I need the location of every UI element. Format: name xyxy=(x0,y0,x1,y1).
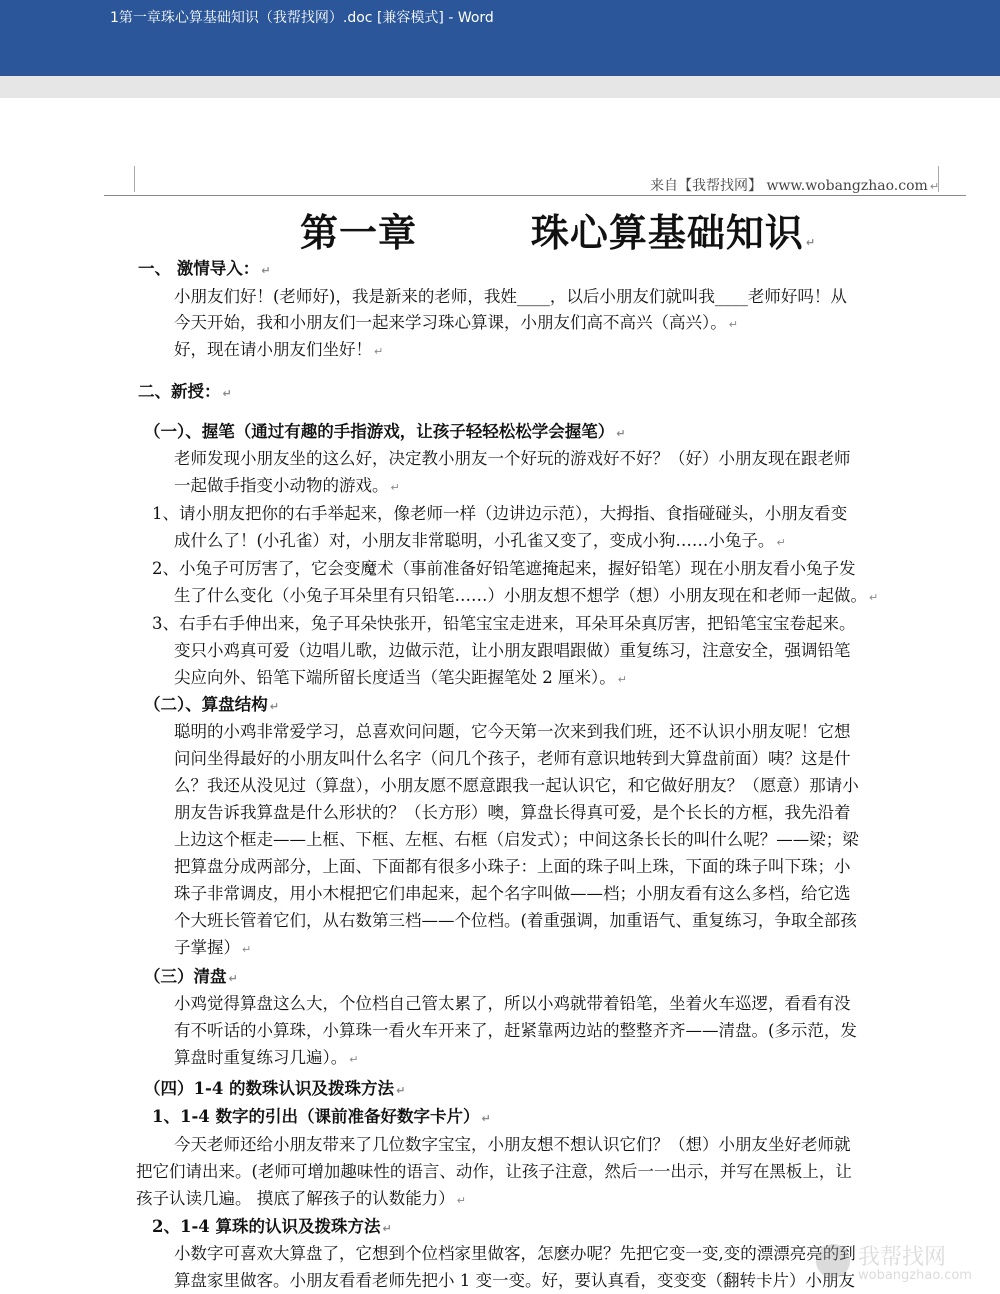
paragraph-line: 把算盘分成两部分，上面、下面都有很多小珠子：上面的珠子叫上珠，下面的珠子叫下珠；小 xyxy=(174,857,851,876)
ribbon-strip xyxy=(0,76,1000,98)
paragraph-line: 成什么了！(小孔雀）对，小朋友非常聪明，小孔雀又变了，变成小狗……小兔子。 ↵ xyxy=(174,531,786,550)
paragraph-line: 变只小鸡真可爱（边唱儿歌，边做示范，让小朋友跟唱跟做）重复练习，注意安全，强调铅笔 xyxy=(174,641,851,660)
paragraph-line: 今天老师还给小朋友带来了几位数字宝宝，小朋友想不想认识它们？（想）小朋友坐好老师就 xyxy=(174,1135,851,1154)
heading-intro: 一、 激情导入： ↵ xyxy=(138,259,271,278)
section-heading: （一）、握笔（通过有趣的手指游戏，让孩子轻轻松松学会握笔） ↵ xyxy=(144,422,626,441)
paragraph-line: 上边这个框走——上框、下框、左框、右框（启发式）；中间这条长长的叫什么呢？——梁；梁 xyxy=(174,830,859,849)
list-item: 1、请小朋友把你的右手举起来，像老师一样（边讲边示范），大拇指、食指碰碰头，小朋友看变 xyxy=(152,504,848,523)
section-heading: （四）1-4 的数珠认识及拨珠方法 ↵ xyxy=(144,1079,406,1098)
paragraph-line: 个大班长管着它们，从右数第三档——个位档。(着重强调，加重语气、重复练习，争取全部孩 xyxy=(174,911,857,930)
title-bar xyxy=(0,0,1000,76)
paragraph-line: 算盘时重复练习几遍）。 ↵ xyxy=(174,1048,359,1067)
watermark xyxy=(816,1238,986,1288)
chapter-title: 第一章 珠心算基础知识 ↵ xyxy=(300,210,817,255)
document-page xyxy=(0,98,1000,1294)
paragraph-line: 子掌握） ↵ xyxy=(174,938,252,957)
header-rule xyxy=(104,195,966,196)
window-title: 1第一章珠心算基础知识（我帮找网）.doc [兼容模式] - Word xyxy=(110,10,494,26)
heading-new-lesson: 二、新授： ↵ xyxy=(138,382,232,401)
watermark-logo-icon xyxy=(816,1244,850,1278)
subsection-heading: 1、1-4 数字的引出（课前准备好数字卡片） ↵ xyxy=(152,1107,491,1126)
paragraph-line: 老师发现小朋友坐的这么好，决定教小朋友一个好玩的游戏好不好？（好）小朋友现在跟老师 xyxy=(174,449,851,468)
paragraph-line: 么？我还从没见过（算盘），小朋友愿不愿意跟我一起认识它，和它做好朋友？（愿意）那请小 xyxy=(174,776,859,795)
paragraph-line: 小鸡觉得算盘这么大，个位档自己管太累了，所以小鸡就带着铅笔，坐着火车巡逻，看看有没 xyxy=(174,994,851,1013)
paragraph-line: 今天开始，我和小朋友们一起来学习珠心算课，小朋友们高不高兴（高兴）。 ↵ xyxy=(174,313,738,332)
watermark-url: wobangzhao.com xyxy=(858,1268,972,1283)
paragraph-line: 问问坐得最好的小朋友叫什么名字（问几个孩子，老师有意识地转到大算盘前面）咦？这是什 xyxy=(174,749,851,768)
page-header: 来自【我帮找网】 www.wobangzhao.com ↵ xyxy=(650,178,940,194)
subsection-heading: 2、1-4 算珠的认识及拨珠方法 ↵ xyxy=(152,1217,392,1236)
paragraph-line: 小数字可喜欢大算盘了，它想到个位档家里做客，怎麽办呢？先把它变一变,变的漂漂亮亮的到 xyxy=(174,1244,856,1263)
section-heading: （二）、算盘结构 ↵ xyxy=(144,695,279,714)
paragraph-line: 有不听话的小算珠，小算珠一看火车开来了，赶紧靠两边站的整整齐齐——清盘。(多示范，发 xyxy=(174,1021,857,1040)
section-heading: （三）清盘 ↵ xyxy=(144,967,238,986)
list-item: 3、右手右手伸出来，兔子耳朵快张开，铅笔宝宝走进来，耳朵耳朵真厉害，把铅笔宝宝卷起来。 xyxy=(152,614,856,633)
paragraph-line: 朋友告诉我算盘是什么形状的？（长方形）噢，算盘长得真可爱，是个长长的方框，我先沿着 xyxy=(174,803,851,822)
paragraph-line: 把它们请出来。(老师可增加趣味性的语言、动作，让孩子注意，然后一一出示，并写在黑板上，让 xyxy=(136,1162,852,1181)
paragraph-line: 孩子认读几遍。 摸底了解孩子的认数能力） ↵ xyxy=(136,1189,466,1208)
paragraph-line: 一起做手指变小动物的游戏。 ↵ xyxy=(174,476,400,495)
paragraph-line: 算盘家里做客。小朋友看看老师先把小 1 变一变。好，要认真看，变变变（翻转卡片）小朋友 xyxy=(174,1271,855,1290)
paragraph-line: 聪明的小鸡非常爱学习，总喜欢问问题，它今天第一次来到我们班，还不认识小朋友呢！它想 xyxy=(174,722,851,741)
header-margin-mark xyxy=(134,166,135,192)
paragraph-line: 尖应向外、铅笔下端所留长度适当（笔尖距握笔处 2 厘米）。 ↵ xyxy=(174,668,627,687)
paragraph-line: 好，现在请小朋友们坐好！ ↵ xyxy=(174,340,384,359)
list-item: 2、小兔子可厉害了，它会变魔术（事前准备好铅笔遮掩起来，握好铅笔）现在小朋友看小兔子发 xyxy=(152,559,856,578)
paragraph-line: 生了什么变化（小兔子耳朵里有只铅笔……）小朋友想不想学（想）小朋友现在和老师一起做。 ↵ xyxy=(174,586,879,605)
watermark-text: 我帮找网 xyxy=(858,1245,947,1270)
paragraph-line: 珠子非常调皮，用小木棍把它们串起来，起个名字叫做——档；小朋友看有这么多档，给它选 xyxy=(174,884,851,903)
paragraph-line: 小朋友们好！(老师好)，我是新来的老师，我姓____，以后小朋友们就叫我____老师好吗！从 xyxy=(174,287,847,306)
